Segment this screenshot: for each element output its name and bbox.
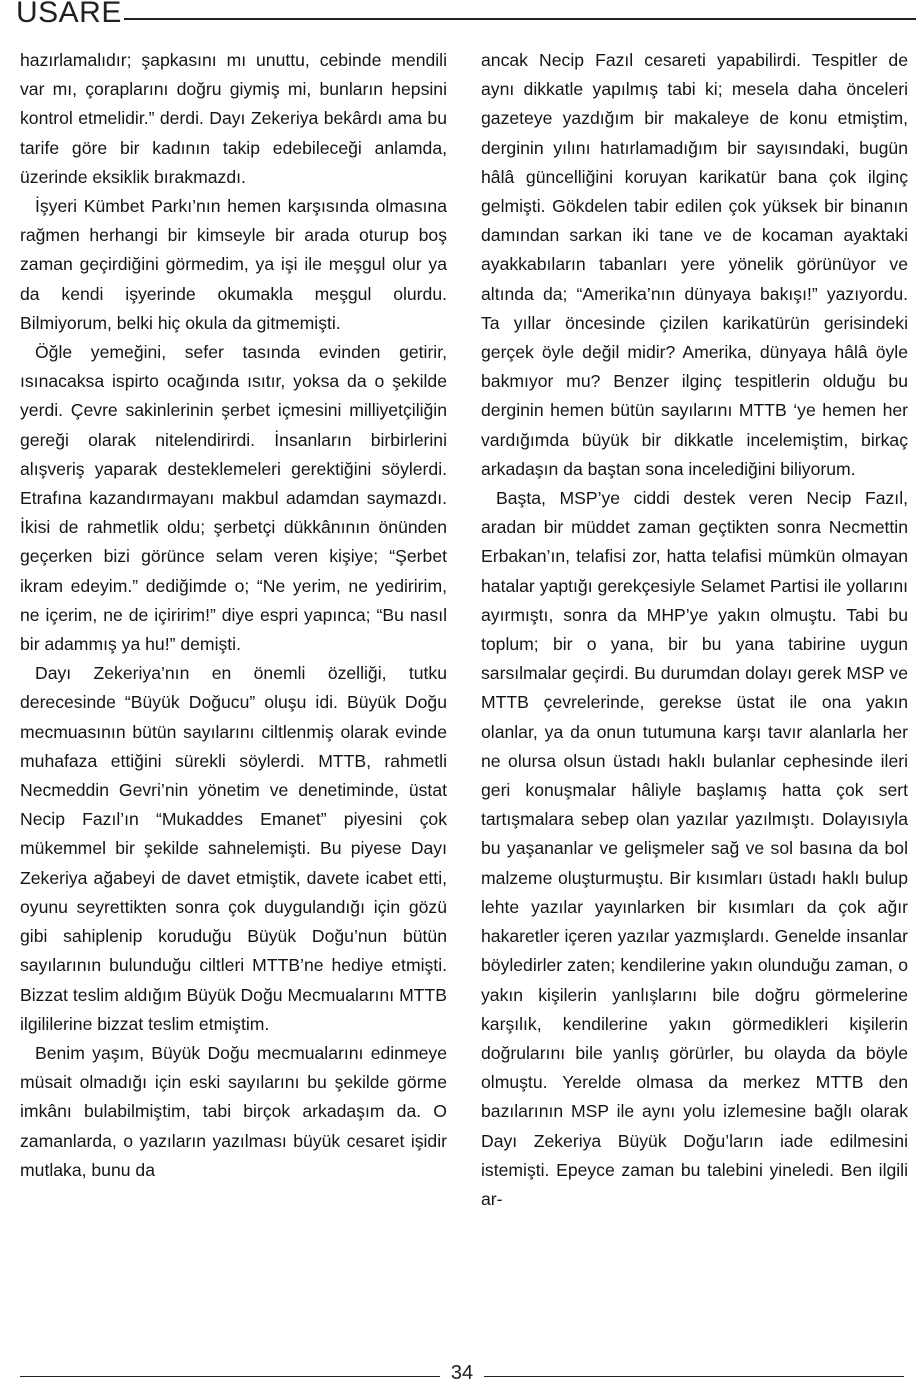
paragraph: Öğle yemeğini, sefer tasında evinden getirir, ısınacaksa ispirto ocağında ısıtır, yoksa da o şekilde yerdi. Çevre sakinlerinin şerbet içmesini milliyetçiliğin gereği olarak nitelendirirdi. İnsanların birbirlerini alışveriş yaparak desteklemeleri gerektiğini söylerdi. Etrafına kazandırmayanı makbul adamdan saymazdı. İkisi de rahmetlik oldu; şerbetçi dükkânının önünden geçerken bizi görünce selam veren kişiye; “Şerbet ikram edeyim.” dediğimde o; “Ne yerim, ne yediririm, ne içerim, ne de içiririm!” diye espri yapınca; “Bu nasıl bir adammış ya hu!” demişti. xyxy=(20,342,447,655)
paragraph: hazırlamalıdır; şapkasını mı unuttu, cebinde mendili var mı, çoraplarını doğru giymiş mi, bunların hepsini kontrol etmelidir.” derdi. Dayı Zekeriya bekârdı ama bu tarife göre bir kadının takip edebileceği anlamda, üzerinde eksiklik bırakmazdı. xyxy=(20,50,447,187)
footer-rule-right xyxy=(484,1376,904,1377)
article-body xyxy=(20,46,908,1356)
page-footer xyxy=(0,1362,924,1392)
header-rule xyxy=(124,18,916,20)
publication-title: USARE xyxy=(16,0,122,29)
right-column xyxy=(481,46,908,1356)
paragraph: Dayı Zekeriya’nın en önemli özelliği, tutku derecesinde “Büyük Doğucu” oluşu idi. Büyük Doğu mecmuasının bütün sayılarını ciltlenmiş olarak evinde muhafaza ettiğini sürekli söylerdi. MTTB, rahmetli Necmeddin Gevri’nin yönetim ve denetiminde, üstat Necip Fazıl’ın “Mukaddes Emanet” piyesini çok mükemmel bir şekilde sahnelemişti. Bu piyese Dayı Zekeriya ağabeyi de davet etmiştik, davete icabet etti, oyunu seyrettikten sonra çok duygulandığı için gözü gibi sahiplenip koruduğu Büyük Doğu’nun bütün sayılarının bulunduğu ciltleri MTTB’ne hediye etmişti. Bizzat teslim aldığım Büyük Doğu Mecmualarını MTTB ilgililerine bizzat teslim etmiştim. xyxy=(20,663,447,1034)
paragraph: ancak Necip Fazıl cesareti yapabilirdi. Tespitler de aynı dikkatle yapılmış tabi ki; mesela daha önceleri gazeteye yazdığım bir makaleye de konu etmiştim, derginin yılını hatırlamadığım bir sayısındaki, bugün hâlâ güncelliğini koruyan karikatür bana çok ilginç gelmişti. Gökdelen tabir edilen çok yüksek bir binanın damından sarkan iki tane ve de kocaman ayaktaki ayakkabıların tabanları yere yönelik görünüyor ve altında da; “Amerika’nın dünyaya bakışı!” yazıyordu. Ta yıllar öncesinde çizilen karikatürün gerisindeki gerçek öyle değil midir? Amerika, dünyaya hâlâ öyle bakmıyor mu? Benzer ilginç tespitlerin olduğu bu derginin hemen bütün sayılarını MTTB ‘ye hemen her vardığımda büyük bir dikkatle incelemiştim, birkaç arkadaşın da baştan sona incelediğini biliyorum. xyxy=(481,50,908,479)
paragraph: İşyeri Kümbet Parkı’nın hemen karşısında olmasına rağmen herhangi bir kimseyle bir arada oturup boş zaman geçirdiğini görmedim, ya işi ile meşgul olur ya da kendi işyerinde okumakla meşgul olurdu. Bilmiyorum, belki hiç okula da gitmemişti. xyxy=(20,196,447,333)
page-number: 34 xyxy=(450,1362,474,1384)
paragraph: Benim yaşım, Büyük Doğu mecmualarını edinmeye müsait olmadığı için eski sayılarını bu şekilde görme imkânı bulabilmiştim, tabi birçok arkadaşım da. O zamanlarda, o yazıların yazılması büyük cesaret işidir mutlaka, bunu da xyxy=(20,1042,447,1180)
paragraph: Başta, MSP’ye ciddi destek veren Necip Fazıl, aradan bir müddet zaman geçtikten sonra Necmettin Erbakan’ın, telafisi zor, hatta telafisi mümkün olmayan hatalar yaptığı gerekçesiyle Selamet Partisi ile yollarını ayırmıştı, sonra da MHP’ye yakın olmuştu. Tabi bu toplum; bir o yana, bir bu yana tabirine uygun sarsılmalar geçirdi. Bu durumdan dolayı gerek MSP ve MTTB çevrelerinde, gerekse üstat ile ona yakın olanlar, ya da onun tutumuna karşı tavır alanlarla her ne olursa olsun üstadı haklı bulanlar cephesinde ileri geri konuşmalar hâliyle başlamış hatta çok sert tartışmalara sebep olan yazılar yazılmıştı. Dolayısıyla bu yaşananlar ve gelişmeler sağ ve sol basına da bol malzeme oluşturmuştu. Bir kısımları üstadı haklı bulup lehte yazılar yayınlarken bir kısımları da çok ağır hakaretler içeren yazılar yazmışlardı. Genelde insanlar böyledirler zaten; kendilerine yakın olunduğu zaman, o yakın kişilerin yanlışlarını bile doğru görmelerine karşılık, kendilerine yakın görmedikleri kişilerin doğrularını bile yanlış görürler, bu olayda da böyle olmuştu. Yerelde olmasa da merkez MTTB den bazılarının MSP ile aynı yolu izlemesine bağlı olarak Dayı Zekeriya Büyük Doğu’ların iade edilmesini istemişti. Epeyce zaman bu talebini yineledi. Ben ilgili ar- xyxy=(481,488,908,1209)
footer-rule-left xyxy=(20,1376,440,1377)
page-header xyxy=(0,0,924,36)
left-column xyxy=(20,46,447,1356)
